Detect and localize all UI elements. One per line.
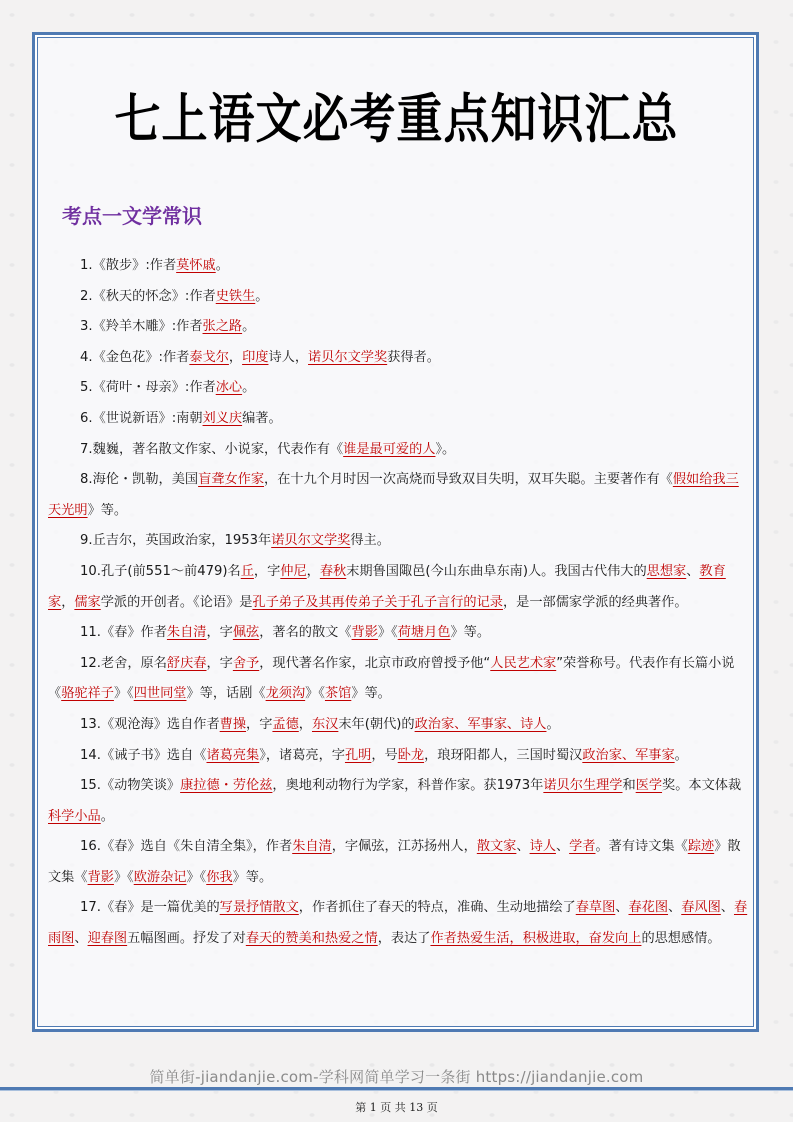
key-term: 假如给我三天光明 — [48, 472, 739, 518]
footer-divider — [0, 1087, 793, 1091]
key-term: 教育家 — [48, 563, 726, 610]
item-text: 》《 — [377, 625, 398, 641]
list-item — [48, 435, 748, 466]
item-text: ，著名的散文《 — [259, 625, 352, 641]
item-text: 。 — [242, 380, 256, 396]
list-item — [48, 557, 748, 618]
key-term: 骆驼祥子 — [61, 686, 114, 702]
item-text: 》，诸葛亮，字 — [259, 747, 345, 763]
key-term: 卧龙 — [397, 747, 425, 763]
key-term: 曹操 — [219, 716, 247, 732]
key-term: 史铁生 — [215, 288, 256, 304]
item-text: 五幅图画。抒发了对 — [127, 931, 246, 947]
item-text: 学派的开创者。《论语》是 — [100, 594, 253, 610]
item-text: ，现代著名作家，北京市政府曾授予他“ — [259, 655, 491, 671]
key-term: 四世同堂 — [133, 686, 187, 702]
item-text: 。 — [546, 716, 560, 732]
key-term: 仲尼 — [280, 563, 307, 579]
item-text: 》《 — [305, 686, 325, 702]
item-text: 、 — [74, 931, 88, 947]
key-term: 科学小品 — [48, 808, 101, 824]
key-term: 丘 — [240, 563, 254, 579]
key-term: 春花图 — [628, 900, 669, 916]
key-term: 散文家 — [476, 839, 517, 855]
item-text: 。 — [100, 808, 114, 824]
item-text: 16.《春》选自《朱自清全集》，作者 — [80, 839, 293, 855]
list-item — [48, 282, 748, 313]
item-text: 、 — [615, 900, 629, 916]
item-text: ， — [228, 349, 243, 365]
item-text: 。 — [215, 258, 229, 273]
item-text: 、 — [516, 839, 530, 855]
item-text: 获得者。 — [387, 349, 440, 365]
key-term: 欧游杂记 — [133, 869, 187, 885]
item-text: 、 — [686, 563, 700, 579]
key-term: 背影 — [351, 625, 378, 641]
key-term: 刘义庆 — [202, 410, 243, 426]
item-text: ， — [61, 594, 75, 610]
key-term: 佩弦 — [232, 625, 260, 641]
item-text: 的思想感情。 — [641, 931, 721, 947]
item-text: 13.《观沧海》选自作者 — [80, 716, 220, 732]
item-text: 4.《金色花》:作者 — [80, 349, 190, 365]
key-term: 康拉德・劳伦兹 — [180, 778, 273, 794]
list-item — [48, 771, 748, 832]
key-term: 朱自清 — [166, 625, 207, 641]
list-item — [48, 373, 748, 404]
key-term: 儒家 — [74, 594, 101, 610]
key-term: 朱自清 — [292, 839, 332, 855]
key-term: 舒庆春 — [166, 655, 207, 671]
list-item — [48, 343, 748, 374]
list-item — [48, 893, 748, 954]
item-text: 》。 — [435, 441, 456, 457]
watermark-text: 简单街-jiandanjie.com-学科网简单学习一条街 https://jiandanjie.com — [149, 1068, 644, 1086]
item-text: 》等。 — [87, 502, 128, 518]
key-term: 印度 — [242, 349, 269, 365]
key-term: 茶馆 — [324, 686, 352, 702]
key-term: 泰戈尔 — [189, 349, 229, 365]
item-text: ，号 — [371, 747, 398, 763]
item-text: 3.《羚羊木雕》:作者 — [80, 319, 203, 335]
item-text: 末年(朝代)的 — [338, 716, 415, 732]
item-text: 。著有诗文集《 — [595, 839, 688, 855]
item-text: ，字 — [246, 716, 273, 732]
key-term: 诸葛亮集 — [206, 747, 260, 763]
item-text: 。 — [242, 319, 256, 335]
item-text: 、 — [555, 839, 570, 855]
key-term: 龙须沟 — [265, 686, 306, 702]
item-text: ，字 — [206, 655, 233, 671]
key-term: 思想家 — [646, 563, 687, 579]
item-text: 。 — [674, 747, 688, 763]
list-item — [48, 404, 748, 435]
item-text: 》《 — [186, 869, 207, 885]
key-term: 人民艺术家 — [490, 655, 557, 671]
key-term: 荷塘月色 — [397, 625, 451, 641]
key-term: 政治家、军事家 — [582, 747, 675, 763]
item-text: 。 — [255, 288, 269, 304]
item-text: 》等。 — [351, 686, 391, 702]
item-text: 》等。 — [232, 869, 273, 885]
item-text: ，字 — [206, 625, 233, 641]
key-term: 莫怀戚 — [176, 258, 216, 273]
item-text: 10.孔子(前551～前479)名 — [80, 563, 241, 579]
list-item — [48, 649, 748, 710]
key-term: 东汉 — [311, 716, 339, 732]
item-text: 》《 — [113, 686, 134, 702]
list-item — [48, 465, 748, 526]
item-text: ”荣誉称号。代表作有长篇小说《 — [48, 655, 735, 702]
item-text: ，字佩弦，江苏扬州人， — [331, 839, 477, 855]
list-item — [48, 526, 748, 557]
knowledge-list — [48, 251, 748, 955]
section-heading: 考点一文学常识 — [62, 204, 202, 228]
item-text: 5.《荷叶・母亲》:作者 — [80, 380, 216, 396]
list-item — [48, 832, 748, 893]
key-term: 诺贝尔生理学 — [543, 778, 623, 794]
item-text: 》等。 — [450, 625, 491, 641]
item-text: 、 — [720, 900, 734, 916]
item-text: ，表达了 — [377, 931, 431, 947]
item-text: ， — [298, 716, 312, 732]
item-text: 9.丘吉尔，英国政治家，1953年 — [80, 533, 272, 549]
item-text: 6.《世说新语》:南朝 — [80, 410, 203, 426]
page-title: 七上语文必考重点知识汇总 — [114, 87, 679, 150]
item-text: 末期鲁国陬邑(今山东曲阜东南)人。我国古代伟大的 — [346, 563, 647, 579]
key-term: 谁是最可爱的人 — [343, 441, 436, 457]
list-item — [48, 312, 748, 343]
key-term: 孔明 — [344, 747, 372, 763]
item-text: 8.海伦・凯勒，美国 — [80, 472, 199, 488]
item-text: 11.《春》作者 — [80, 625, 167, 641]
item-text: ，在十九个月时因一次高烧而导致双目失明，双耳失聪。主要著作有《 — [264, 472, 673, 488]
item-text: ，作者抓住了春天的特点，准确、生动地描绘了 — [298, 900, 576, 916]
key-term: 春雨图 — [48, 900, 748, 947]
key-term: 孟德 — [272, 716, 299, 732]
key-term: 诗人 — [529, 839, 556, 855]
key-term: 作者热爱生活，积极进取，奋发向上 — [430, 931, 642, 947]
item-text: 》散文集《 — [48, 839, 741, 885]
item-text: 得主。 — [350, 533, 390, 549]
item-text: 12.老舍，原名 — [80, 655, 167, 671]
item-text: 14.《诫子书》选自《 — [80, 747, 207, 763]
key-term: 诺贝尔文学奖 — [271, 533, 351, 549]
key-term: 你我 — [206, 869, 233, 885]
list-item — [48, 710, 748, 741]
item-text: ，奥地利动物行为学家，科普作家。获1973年 — [272, 778, 544, 794]
item-text: 奖。本文体裁 — [662, 778, 742, 794]
list-item — [48, 741, 748, 772]
key-term: 写景抒情散文 — [219, 900, 299, 916]
key-term: 诺贝尔文学奖 — [308, 349, 388, 365]
key-term: 医学 — [635, 778, 663, 794]
key-term: 踪迹 — [687, 839, 715, 855]
key-term: 张之路 — [202, 319, 243, 335]
item-text: 、 — [668, 900, 682, 916]
item-text: 1.《散步》:作者 — [80, 258, 177, 273]
key-term: 政治家、军事家、诗人 — [414, 716, 547, 732]
list-item — [48, 618, 748, 649]
item-text: ， — [306, 563, 320, 579]
key-term: 舍予 — [232, 655, 260, 671]
item-text: 》《 — [113, 869, 134, 885]
item-text: 2.《秋天的怀念》:作者 — [80, 288, 216, 304]
item-text: 15.《动物笑谈》 — [80, 778, 181, 794]
item-text: ，是一部儒家学派的经典著作。 — [502, 594, 688, 610]
key-term: 背影 — [87, 869, 114, 885]
page-number: 第 1 页 共 13 页 — [355, 1101, 438, 1114]
item-text: ，字 — [253, 563, 281, 579]
item-text: 17.《春》是一篇优美的 — [80, 900, 220, 916]
key-term: 春秋 — [319, 563, 347, 579]
key-term: 春天的赞美和热爱之情 — [245, 931, 378, 947]
item-text: 诗人， — [268, 349, 309, 365]
list-item — [48, 251, 748, 282]
key-term: 学者 — [569, 839, 596, 855]
item-text: 7.魏巍，著名散文作家、小说家，代表作有《 — [80, 441, 344, 457]
key-term: 迎春图 — [87, 931, 128, 947]
key-term: 春草图 — [575, 900, 616, 916]
key-term: 孔子弟子及其再传弟子关于孔子言行的记录 — [252, 594, 503, 610]
key-term: 盲聋女作家 — [198, 472, 265, 488]
item-text: 编著。 — [242, 410, 282, 426]
item-text: 和 — [622, 778, 636, 794]
item-text: ，琅玡阳都人，三国时蜀汉 — [424, 747, 583, 763]
item-text: 》等，话剧《 — [186, 686, 266, 702]
key-term: 冰心 — [215, 380, 243, 396]
key-term: 春风图 — [681, 900, 721, 916]
